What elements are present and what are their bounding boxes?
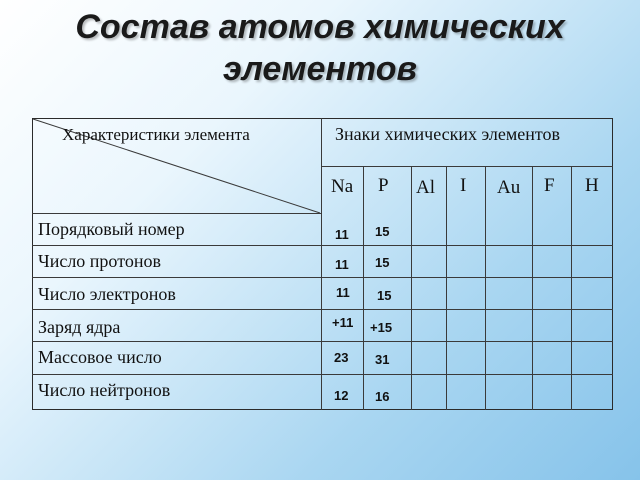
na-nuclear-charge: +11 bbox=[332, 315, 354, 330]
na-protons: 11 bbox=[335, 257, 349, 272]
row-label-nuclear-charge: Заряд ядра bbox=[38, 317, 121, 337]
header-divider bbox=[321, 166, 613, 167]
p-nuclear-charge: +15 bbox=[370, 320, 393, 335]
na-electrons: 11 bbox=[336, 285, 350, 300]
row-label-mass-number: Массовое число bbox=[38, 347, 162, 367]
page-title: Состав атомов химических элементов bbox=[75, 8, 565, 88]
row-label-neutrons: Число нейтронов bbox=[38, 380, 171, 400]
p-neutrons: 16 bbox=[375, 389, 390, 404]
p-protons: 15 bbox=[375, 255, 390, 270]
element-al: Al bbox=[416, 177, 435, 198]
na-mass-number: 23 bbox=[334, 350, 349, 365]
element-h: H bbox=[585, 175, 599, 196]
col-divider-3 bbox=[446, 166, 447, 410]
col-divider-5 bbox=[532, 166, 533, 410]
p-electrons: 15 bbox=[377, 288, 392, 303]
element-na: Na bbox=[331, 176, 354, 197]
col-divider-main bbox=[321, 118, 322, 410]
col-divider-2 bbox=[411, 166, 412, 410]
element-i: I bbox=[460, 175, 467, 196]
row-label-protons: Число протонов bbox=[38, 251, 161, 271]
row-divider-1 bbox=[32, 213, 321, 214]
header-characteristics: Характеристики элемента bbox=[62, 125, 250, 144]
element-p: P bbox=[378, 175, 389, 196]
row-divider-6 bbox=[32, 374, 613, 375]
row-label-atomic-number: Порядковый номер bbox=[38, 219, 185, 239]
col-divider-1 bbox=[363, 166, 364, 410]
element-au: Au bbox=[497, 177, 521, 198]
p-mass-number: 31 bbox=[375, 352, 390, 367]
header-element-symbols: Знаки химических элементов bbox=[335, 124, 561, 144]
col-divider-4 bbox=[485, 166, 486, 410]
row-label-electrons: Число электронов bbox=[38, 284, 176, 304]
na-atomic-number: 11 bbox=[335, 227, 349, 242]
p-atomic-number: 15 bbox=[375, 224, 390, 239]
na-neutrons: 12 bbox=[334, 388, 349, 403]
row-divider-4 bbox=[32, 309, 613, 310]
col-divider-6 bbox=[571, 166, 572, 410]
row-divider-3 bbox=[32, 277, 613, 278]
element-f: F bbox=[544, 175, 555, 196]
row-divider-2 bbox=[32, 245, 613, 246]
row-divider-5 bbox=[32, 341, 613, 342]
